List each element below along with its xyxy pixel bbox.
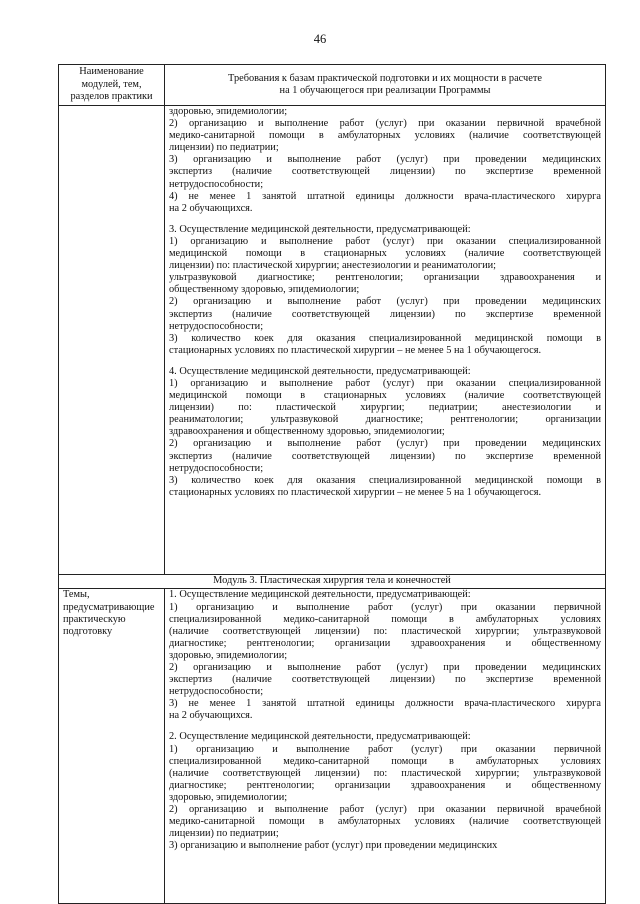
themes-line: предусматривающие [63, 601, 155, 613]
text-line: 1) организацию и выполнение работ (услуг) при оказании первичной [169, 743, 601, 755]
text-line: здоровью, эпидемиологии; [169, 106, 288, 117]
text-line: диагностике; рентгенологии; организации здравоохранения и общественному [169, 779, 601, 791]
text-line: нетрудоспособности; [169, 686, 264, 698]
text-line: лицензии) по педиатрии; [169, 828, 279, 840]
module-title: Модуль 3. Пластическая хирургия тела и конечностей [59, 575, 606, 589]
text-line: 4) не менее 1 занятой штатной единицы должности врача-пластического хирурга [169, 190, 601, 202]
text-line: 2) организацию и выполнение работ (услуг) при проведении медицинских [169, 438, 601, 450]
text-line: стационарных условиях по пластической хирургии – не менее 5 на 1 обучающегося. [169, 486, 542, 498]
text-line: реаниматологии; ультразвуковой диагностике; рентгенологии; организации [169, 414, 601, 426]
text-line: медицинской помощи в стационарных условиях (наличие соответствующей [169, 390, 601, 402]
section-item-2 [169, 731, 601, 852]
text-line: специализированной медико-санитарной помощи в амбулаторных условиях [169, 613, 601, 625]
left-cell-empty [59, 106, 165, 575]
text-line: 2) организацию и выполнение работ (услуг) при оказании первичной врачебной [169, 804, 601, 816]
text-line: ультразвуковой диагностике; рентгенологии; организации здравоохранения и [169, 272, 601, 284]
text-line: 3) организацию и выполнение работ (услуг) при проведении медицинских [169, 154, 601, 166]
text-line: нетрудоспособности; [169, 462, 264, 474]
text-line: 2) организацию и выполнение работ (услуг) при оказании первичной врачебной [169, 118, 601, 130]
text-line: лицензии) по педиатрии; [169, 142, 279, 154]
text-line: (наличие соответствующей лицензии) по: пластической хирургии; ультразвуковой [169, 625, 601, 637]
header-left-line: Наименование [79, 66, 144, 78]
page-number: 46 [313, 32, 327, 46]
text-line: нетрудоспособности; [169, 320, 264, 332]
text-line: на 2 обучающихся. [169, 202, 253, 214]
section-item-4 [169, 366, 601, 499]
themes-line: практическую [63, 613, 126, 625]
text-line: 3) не менее 1 занятой штатной единицы должности врача-пластического хирурга [169, 698, 601, 710]
requirements-cell-bottom [165, 589, 606, 904]
text-line: медико-санитарной помощи в амбулаторных условиях (наличие соответствующей [169, 130, 601, 142]
text-line: здоровью, эпидемиологии; [169, 649, 288, 661]
text-line: 3) организацию и выполнение работ (услуг) при проведении медицинских [169, 840, 498, 852]
text-line: 1) организацию и выполнение работ (услуг) при оказании первичной [169, 601, 601, 613]
text-line: 1) организацию и выполнение работ (услуг) при оказании специализированной [169, 235, 601, 247]
section-continued [169, 106, 601, 215]
text-line: медицинской помощи в стационарных условиях (наличие соответствующей [169, 248, 601, 260]
text-line: экспертиз (наличие соответствующей лицензии) по экспертизе временной [169, 166, 601, 178]
text-line: медико-санитарной помощи в амбулаторных условиях (наличие соответствующей [169, 816, 601, 828]
table-row-continued [59, 106, 606, 575]
text-line: 1) организацию и выполнение работ (услуг) при оказании специализированной [169, 377, 601, 389]
text-line: стационарных условиях по пластической хирургии – не менее 5 на 1 обучающегося. [169, 344, 542, 356]
header-left-cell [59, 65, 165, 106]
text-line: 3. Осуществление медицинской деятельности, предусматривающей: [169, 223, 471, 235]
themes-line: подготовку [63, 626, 113, 638]
text-line: 2) организацию и выполнение работ (услуг) при проведении медицинских [169, 296, 601, 308]
text-line: лицензии) по: пластической хирургии; педиатрии; анестезиологии и [169, 402, 601, 414]
section-item-1 [169, 589, 601, 722]
text-line: экспертиз (наличие соответствующей лицензии) по экспертизе временной [169, 450, 601, 462]
header-right-line: Требования к базам практической подготовки и их мощности в расчете [228, 72, 542, 84]
themes-line: Темы, [63, 589, 90, 601]
section-item-3 [169, 224, 601, 357]
themes-cell [59, 589, 165, 904]
text-line: 3) количество коек для оказания специализированной медицинской помощи в [169, 474, 601, 486]
header-left-line: модулей, тем, [81, 78, 142, 90]
text-line: общественному здоровью, эпидемиологии; [169, 284, 360, 296]
table-header-row [59, 65, 606, 106]
text-line: на 2 обучающихся. [169, 710, 253, 722]
module-row [59, 575, 606, 589]
text-line: нетрудоспособности; [169, 178, 264, 190]
text-line: экспертиз (наличие соответствующей лицензии) по экспертизе временной [169, 674, 601, 686]
header-right-line: на 1 обучающегося при реализации Программы [279, 85, 491, 96]
header-right-cell [165, 65, 606, 106]
requirements-cell-top [165, 106, 606, 575]
text-line: 2. Осуществление медицинской деятельности, предусматривающей: [169, 731, 471, 743]
text-line: здоровью, эпидемиологии; [169, 791, 288, 803]
text-line: экспертиз (наличие соответствующей лицензии) по экспертизе временной [169, 308, 601, 320]
header-left-line: разделов практики [70, 91, 153, 103]
text-line: (наличие соответствующей лицензии) по: пластической хирургии; ультразвуковой [169, 767, 601, 779]
table-row-themes [59, 589, 606, 904]
text-line: 2) организацию и выполнение работ (услуг) при проведении медицинских [169, 661, 601, 673]
text-line: 4. Осуществление медицинской деятельности, предусматривающей: [169, 365, 471, 377]
text-line: здравоохранения и общественному здоровью, эпидемиологии; [169, 426, 445, 438]
requirements-table [58, 64, 606, 904]
text-line: 3) количество коек для оказания специализированной медицинской помощи в [169, 332, 601, 344]
text-line: лицензии) по: пластической хирургии; анестезиологии и реаниматологии; [169, 260, 497, 272]
text-line: специализированной медико-санитарной помощи в амбулаторных условиях [169, 755, 601, 767]
text-line: 1. Осуществление медицинской деятельности, предусматривающей: [169, 589, 471, 601]
text-line: диагностике; рентгенологии; организации здравоохранения и общественному [169, 637, 601, 649]
